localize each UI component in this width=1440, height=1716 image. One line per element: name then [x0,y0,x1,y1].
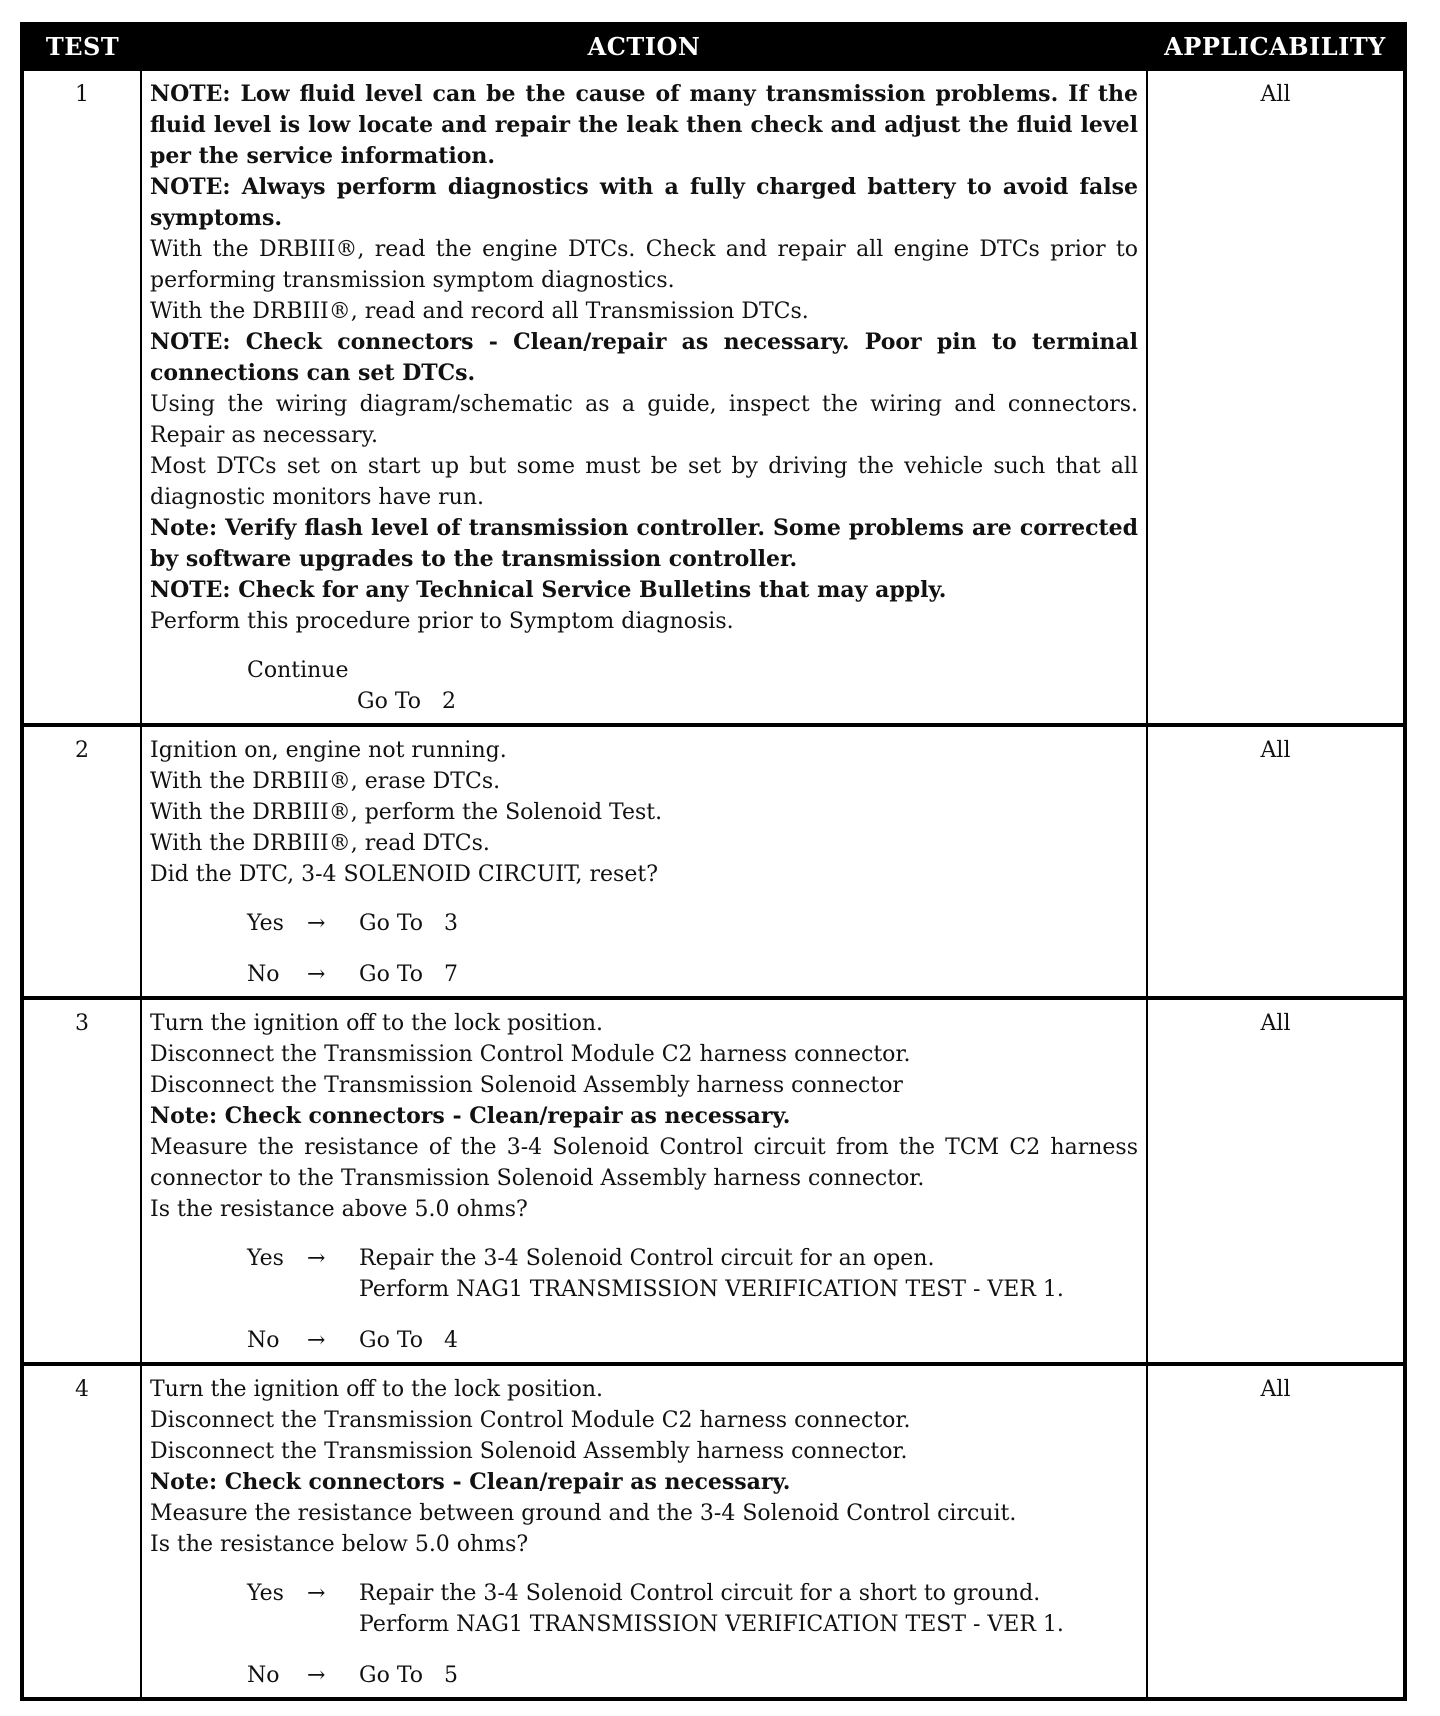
note-text: Note: Check connectors - Clean/repair as necessary. [150,1103,791,1129]
goto-link[interactable]: Go To 2 [357,689,456,714]
table-header [22,24,1405,69]
test-row-4 [22,1364,1405,1699]
applicability-value: All [1147,998,1405,1364]
note-text: NOTE: Low fluid level can be the cause of many transmission problems. If the fluid level is low locate and repair the leak then check and adjust the fluid level per the service information. [150,81,1138,169]
test-row-3 [22,998,1405,1364]
choice-no[interactable] [247,1325,1138,1356]
step-text: With the DRBIII®, perform the Solenoid Test. [150,800,663,825]
test-number: 2 [22,725,141,998]
action-cell [141,725,1147,998]
action-cell [141,998,1147,1364]
result-block [359,1243,1064,1305]
choice-yes[interactable] [247,908,1138,939]
choice-yes[interactable] [247,1243,1138,1305]
step-text: Ignition on, engine not running. [150,738,507,763]
step-text: With the DRBIII®, read and record all Transmission DTCs. [150,299,809,324]
goto-link[interactable]: Go To 3 [359,911,458,936]
arrow-icon: → [307,962,326,987]
note-text: NOTE: Check connectors - Clean/repair as necessary. Poor pin to terminal connections can set DTCs. [150,329,1138,386]
goto-link[interactable]: Go To 4 [359,1328,458,1353]
answer-label: No [247,962,280,987]
step-text: Measure the resistance of the 3-4 Solenoid Control circuit from the TCM C2 harness connector to the Transmission Solenoid Assembly harness connector. [150,1135,1138,1191]
continue-block [247,655,1138,717]
choice-no[interactable] [247,1660,1138,1691]
result-text: Repair the 3-4 Solenoid Control circuit for an open. [359,1246,935,1271]
test-table [20,22,1407,1701]
step-text: Disconnect the Transmission Solenoid Assembly harness connector [150,1073,903,1098]
header-applicability: APPLICABILITY [1147,24,1405,69]
answer-label: No [247,1663,280,1688]
choice-yes[interactable] [247,1578,1138,1640]
answer-label: Yes [247,1246,284,1271]
arrow-icon: → [307,1581,326,1606]
choice-list [247,1578,1138,1691]
test-number: 3 [22,998,141,1364]
result-block [359,1578,1064,1640]
goto-link[interactable]: Go To 7 [359,962,458,987]
choice-list [247,908,1138,990]
question-text: Is the resistance below 5.0 ohms? [150,1532,529,1557]
continue-label: Continue [247,658,349,683]
note-text: NOTE: Always perform diagnostics with a fully charged battery to avoid false symptoms. [150,174,1138,231]
header-action: ACTION [141,24,1147,69]
step-text: Disconnect the Transmission Solenoid Assembly harness connector. [150,1439,908,1464]
step-text: Most DTCs set on start up but some must be set by driving the vehicle such that all diagnostic monitors have run. [150,454,1138,510]
applicability-value: All [1147,1364,1405,1699]
applicability-value: All [1147,725,1405,998]
test-number: 4 [22,1364,141,1699]
step-text: With the DRBIII®, read DTCs. [150,831,490,856]
step-text: Perform this procedure prior to Symptom diagnosis. [150,609,734,634]
diagnostic-procedure [20,22,1403,1701]
note-text: Note: Check connectors - Clean/repair as necessary. [150,1469,791,1495]
arrow-icon: → [307,911,326,936]
goto-link[interactable]: Go To 5 [359,1663,458,1688]
action-cell [141,1364,1147,1699]
arrow-icon: → [307,1663,326,1688]
choice-list [247,1243,1138,1356]
note-text: NOTE: Check for any Technical Service Bulletins that may apply. [150,577,947,603]
question-text: Is the resistance above 5.0 ohms? [150,1197,528,1222]
verification-test-link[interactable]: Perform NAG1 TRANSMISSION VERIFICATION TEST - VER 1. [359,1277,1064,1302]
answer-label: No [247,1328,280,1353]
question-text: Did the DTC, 3-4 SOLENOID CIRCUIT, reset? [150,862,658,887]
note-text: Note: Verify flash level of transmission controller. Some problems are corrected by software upgrades to the transmission controller. [150,515,1138,572]
result-text: Repair the 3-4 Solenoid Control circuit for a short to ground. [359,1581,1041,1606]
test-row-2 [22,725,1405,998]
answer-label: Yes [247,911,284,936]
test-number: 1 [22,69,141,725]
action-cell [141,69,1147,725]
step-text: With the DRBIII®, erase DTCs. [150,769,501,794]
applicability-value: All [1147,69,1405,725]
step-text: Turn the ignition off to the lock position. [150,1377,603,1402]
answer-label: Yes [247,1581,284,1606]
step-text: Disconnect the Transmission Control Module C2 harness connector. [150,1042,911,1067]
verification-test-link[interactable]: Perform NAG1 TRANSMISSION VERIFICATION TEST - VER 1. [359,1612,1064,1637]
arrow-icon: → [307,1246,326,1271]
test-row-1 [22,69,1405,725]
arrow-icon: → [307,1328,326,1353]
header-test: TEST [22,24,141,69]
step-text: Disconnect the Transmission Control Module C2 harness connector. [150,1408,911,1433]
step-text: With the DRBIII®, read the engine DTCs. Check and repair all engine DTCs prior to performing transmission symptom diagnostics. [150,237,1138,293]
choice-no[interactable] [247,959,1138,990]
step-text: Using the wiring diagram/schematic as a guide, inspect the wiring and connectors. Repair as necessary. [150,392,1138,448]
step-text: Turn the ignition off to the lock position. [150,1011,603,1036]
step-text: Measure the resistance between ground and the 3-4 Solenoid Control circuit. [150,1501,1017,1526]
